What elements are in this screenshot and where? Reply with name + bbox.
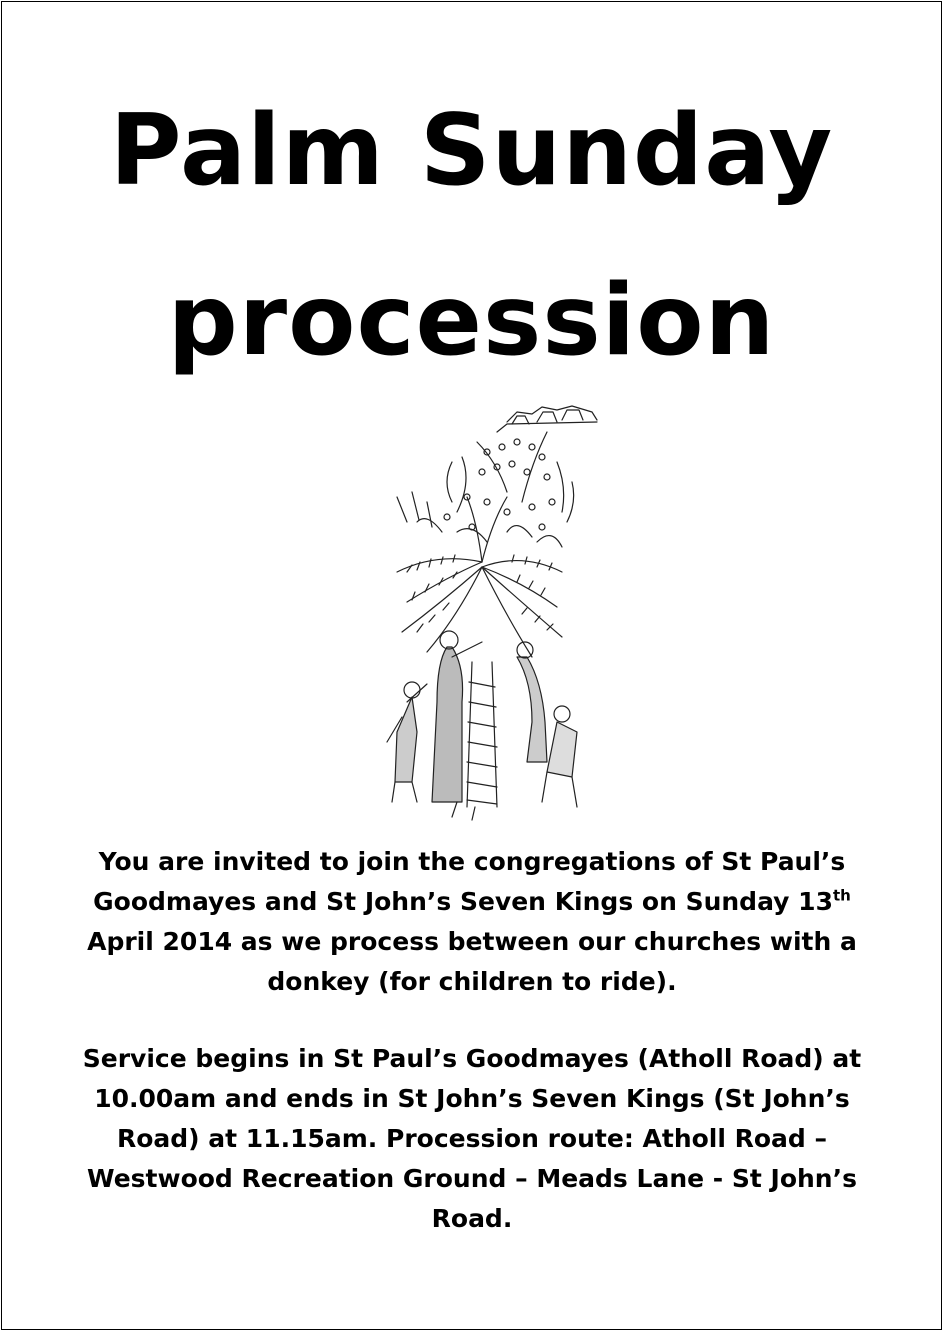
service-line: 10.00am and ends in St John’s Seven Kings (St John’s	[94, 1084, 850, 1113]
service-line: Westwood Recreation Ground – Meads Lane - St John’s	[87, 1164, 857, 1193]
palm-procession-illustration	[357, 402, 607, 827]
invitation-line-text: Goodmayes and St John’s Seven Kings on Sunday 13	[93, 887, 833, 916]
invitation-line: donkey (for children to ride).	[267, 967, 677, 996]
service-details-paragraph	[62, 1039, 882, 1239]
title-line-palm-sunday: Palm Sunday	[109, 94, 834, 208]
date-ordinal-suffix: th	[832, 886, 851, 905]
service-line: Road) at 11.15am. Procession route: Atholl Road –	[116, 1124, 828, 1153]
palm-tree-icon	[357, 402, 607, 827]
invitation-line-with-date	[62, 882, 882, 922]
poster-page	[1, 1, 942, 1330]
service-line: Service begins in St Paul’s Goodmayes (Atholl Road) at	[82, 1044, 862, 1073]
service-line: Road.	[431, 1204, 513, 1233]
title-line-procession: procession	[167, 264, 776, 378]
invitation-line: April 2014 as we process between our churches with a	[87, 927, 857, 956]
invitation-paragraph	[62, 842, 882, 1002]
invitation-line: You are invited to join the congregations of St Paul’s	[98, 847, 846, 876]
